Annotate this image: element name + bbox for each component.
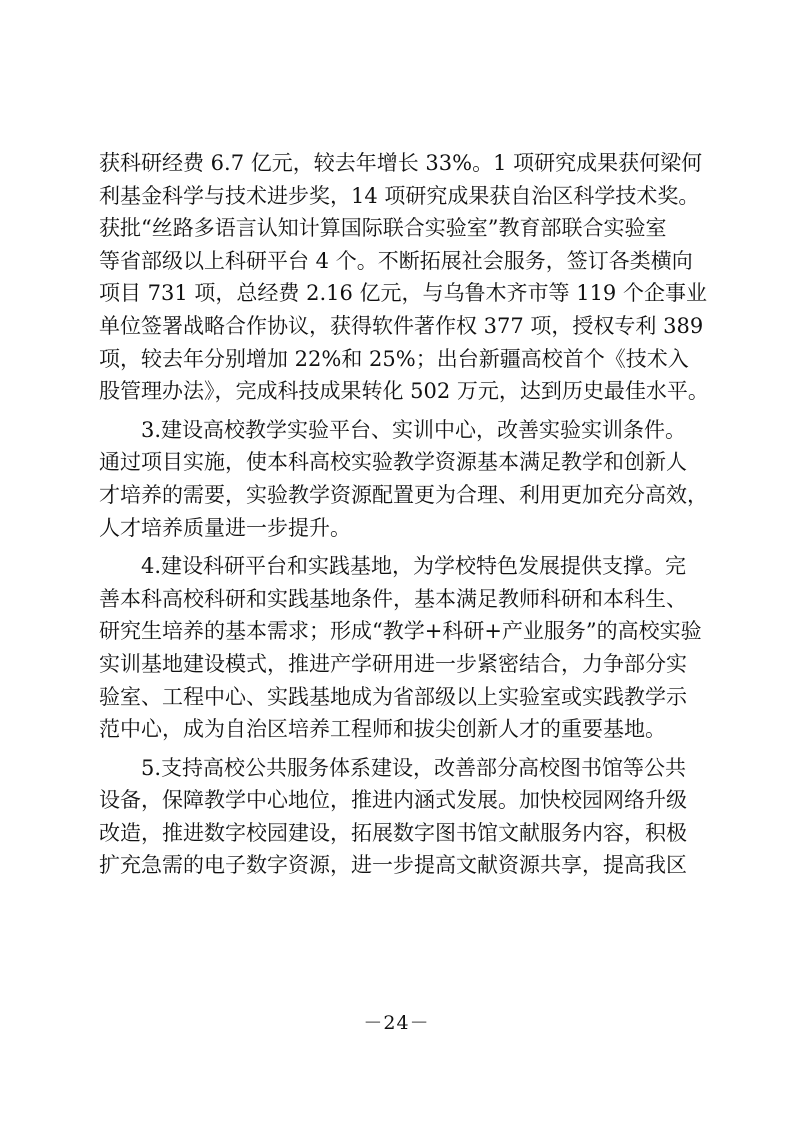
text-line: 股管理办法》，完成科技成果转化 502 万元，达到历史最佳水平。: [99, 379, 709, 404]
body-text: [99, 147, 709, 882]
text-line: 实训基地建设模式，推进产学研用进一步紧密结合，力争部分实: [99, 651, 687, 676]
text-line: 获批“丝路多语言认知计算国际联合实验室”教育部联合实验室: [99, 216, 667, 241]
text-line: 获科研经费 6.7 亿元，较去年增长 33%。1 项研究成果获何梁何: [99, 151, 703, 175]
text-line: 扩充急需的电子数字资源，进一步提高文献资源共享，提高我区: [99, 853, 687, 878]
text-line: 单位签署战略合作协议，获得软件著作权 377 项，授权专利 389: [99, 313, 704, 338]
text-line: 研究生培养的基本需求；形成“教学+科研+产业服务”的高校实验: [99, 619, 702, 644]
text-line: 才培养的需要，实验教学资源配置更为合理、利用更加充分高效，: [99, 482, 708, 507]
paragraph-item-3: [99, 414, 708, 544]
text-line: 设备，保障教学中心地位，推进内涵式发展。加快校园网络升级: [99, 788, 687, 813]
page-number: －24－: [363, 1012, 430, 1034]
text-line: 改造，推进数字校园建设，拓展数字图书馆文献服务内容，积极: [99, 820, 687, 845]
paragraph-item-4: [99, 550, 702, 746]
paragraph-research-funding: [99, 147, 709, 408]
text-line: 善本科高校科研和实践基地条件，基本满足教师科研和本科生、: [99, 586, 687, 611]
text-line: 项目 731 项，总经费 2.16 亿元，与乌鲁木齐市等 119 个企事业: [99, 281, 707, 306]
item-3-heading-line: 3.建设高校教学实验平台、实训中心，改善实验实训条件。: [141, 417, 687, 442]
text-line: 项，较去年分别增加 22%和 25%；出台新疆高校首个《技术入: [99, 346, 689, 371]
item-5-heading-line: 5.支持高校公共服务体系建设，改善部分高校图书馆等公共: [141, 755, 687, 780]
text-line: 人才培养质量进一步提升。: [99, 515, 351, 540]
text-line: 验室、工程中心、实践基地成为省部级以上实验室或实践教学示: [99, 684, 687, 709]
text-line: 范中心，成为自治区培养工程师和拔尖创新人才的重要基地。: [99, 717, 666, 742]
item-4-heading-line: 4.建设科研平台和实践基地，为学校特色发展提供支撑。完: [141, 554, 687, 579]
paragraph-item-5: [99, 752, 697, 882]
text-line: 利基金科学与技术进步奖，14 项研究成果获自治区科学技术奖。: [99, 183, 700, 208]
text-line: 通过项目实施，使本科高校实验教学资源基本满足教学和创新人: [99, 450, 687, 475]
text-line: 等省部级以上科研平台 4 个。不断拓展社会服务，签订各类横向: [99, 248, 693, 273]
